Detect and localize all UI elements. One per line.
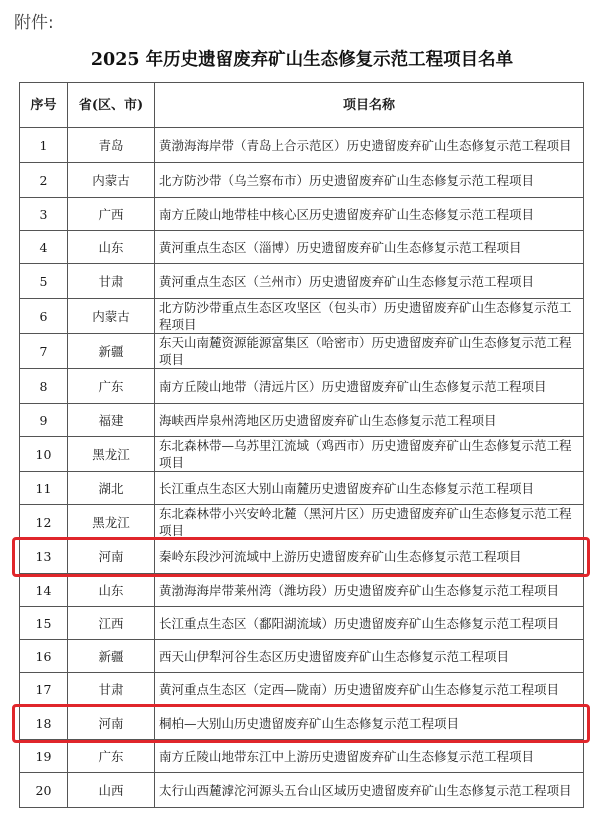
row-number: 19 xyxy=(20,740,68,773)
table-row xyxy=(20,404,584,437)
row-number: 3 xyxy=(20,198,68,231)
row-province: 湖北 xyxy=(68,472,155,505)
row-number: 20 xyxy=(20,773,68,808)
row-province: 黑龙江 xyxy=(68,437,155,472)
row-province: 新疆 xyxy=(68,334,155,369)
row-province: 福建 xyxy=(68,404,155,437)
table-row xyxy=(20,505,584,540)
row-project-name: 桐柏—大别山历史遗留废弃矿山生态修复示范工程项目 xyxy=(155,707,584,740)
row-number: 14 xyxy=(20,574,68,607)
row-number: 11 xyxy=(20,472,68,505)
table-row xyxy=(20,334,584,369)
row-province: 山东 xyxy=(68,574,155,607)
row-project-name: 黄渤海海岸带（青岛上合示范区）历史遗留废弃矿山生态修复示范工程项目 xyxy=(155,128,584,163)
table-row xyxy=(20,231,584,264)
row-province: 内蒙古 xyxy=(68,299,155,334)
table-row xyxy=(20,540,584,574)
row-project-name: 南方丘陵山地带（清远片区）历史遗留废弃矿山生态修复示范工程项目 xyxy=(155,369,584,404)
row-project-name: 南方丘陵山地带桂中核心区历史遗留废弃矿山生态修复示范工程项目 xyxy=(155,198,584,231)
row-province: 青岛 xyxy=(68,128,155,163)
row-number: 18 xyxy=(20,707,68,740)
row-number: 1 xyxy=(20,128,68,163)
table-row xyxy=(20,607,584,640)
row-project-name: 长江重点生态区（鄱阳湖流域）历史遗留废弃矿山生态修复示范工程项目 xyxy=(155,607,584,640)
row-province: 广东 xyxy=(68,369,155,404)
row-province: 江西 xyxy=(68,607,155,640)
row-number: 10 xyxy=(20,437,68,472)
row-project-name: 东北森林带小兴安岭北麓（黑河片区）历史遗留废弃矿山生态修复示范工程项目 xyxy=(155,505,584,540)
table-row xyxy=(20,640,584,673)
row-project-name: 黄河重点生态区（淄博）历史遗留废弃矿山生态修复示范工程项目 xyxy=(155,231,584,264)
table-header-row xyxy=(20,83,584,128)
table-row xyxy=(20,437,584,472)
row-number: 2 xyxy=(20,163,68,198)
row-number: 5 xyxy=(20,264,68,299)
attachment-label: 附件: xyxy=(14,13,54,33)
row-project-name: 海峡西岸泉州湾地区历史遗留废弃矿山生态修复示范工程项目 xyxy=(155,404,584,437)
row-province: 河南 xyxy=(68,540,155,574)
row-project-name: 秦岭东段沙河流域中上游历史遗留废弃矿山生态修复示范工程项目 xyxy=(155,540,584,574)
project-list-table xyxy=(19,82,584,808)
table-row xyxy=(20,773,584,808)
table-row xyxy=(20,707,584,740)
row-project-name: 太行山西麓滹沱河源头五台山区域历史遗留废弃矿山生态修复示范工程项目 xyxy=(155,773,584,808)
row-number: 16 xyxy=(20,640,68,673)
row-number: 6 xyxy=(20,299,68,334)
table-row xyxy=(20,163,584,198)
row-number: 12 xyxy=(20,505,68,540)
row-project-name: 黄河重点生态区（兰州市）历史遗留废弃矿山生态修复示范工程项目 xyxy=(155,264,584,299)
row-province: 内蒙古 xyxy=(68,163,155,198)
table-row xyxy=(20,472,584,505)
row-number: 9 xyxy=(20,404,68,437)
row-province: 黑龙江 xyxy=(68,505,155,540)
row-province: 甘肃 xyxy=(68,264,155,299)
row-number: 8 xyxy=(20,369,68,404)
row-project-name: 北方防沙带重点生态区攻坚区（包头市）历史遗留废弃矿山生态修复示范工程项目 xyxy=(155,299,584,334)
row-number: 7 xyxy=(20,334,68,369)
row-project-name: 南方丘陵山地带东江中上游历史遗留废弃矿山生态修复示范工程项目 xyxy=(155,740,584,773)
header-serial-number: 序号 xyxy=(20,83,68,128)
table-row xyxy=(20,198,584,231)
row-project-name: 北方防沙带（乌兰察布市）历史遗留废弃矿山生态修复示范工程项目 xyxy=(155,163,584,198)
header-project-name: 项目名称 xyxy=(155,83,584,128)
row-province: 山东 xyxy=(68,231,155,264)
row-province: 广西 xyxy=(68,198,155,231)
row-province: 新疆 xyxy=(68,640,155,673)
row-province: 河南 xyxy=(68,707,155,740)
row-number: 4 xyxy=(20,231,68,264)
row-project-name: 黄河重点生态区（定西—陇南）历史遗留废弃矿山生态修复示范工程项目 xyxy=(155,673,584,707)
row-project-name: 东天山南麓资源能源富集区（哈密市）历史遗留废弃矿山生态修复示范工程项目 xyxy=(155,334,584,369)
row-project-name: 黄渤海海岸带莱州湾（潍坊段）历史遗留废弃矿山生态修复示范工程项目 xyxy=(155,574,584,607)
header-province: 省(区、市) xyxy=(68,83,155,128)
row-number: 13 xyxy=(20,540,68,574)
row-province: 甘肃 xyxy=(68,673,155,707)
row-number: 15 xyxy=(20,607,68,640)
table-row xyxy=(20,574,584,607)
row-project-name: 长江重点生态区大别山南麓历史遗留废弃矿山生态修复示范工程项目 xyxy=(155,472,584,505)
document-title: 2025 年历史遗留废弃矿山生态修复示范工程项目名单 xyxy=(90,50,514,70)
row-project-name: 西天山伊犁河谷生态区历史遗留废弃矿山生态修复示范工程项目 xyxy=(155,640,584,673)
table-row xyxy=(20,369,584,404)
table-row xyxy=(20,299,584,334)
table-row xyxy=(20,128,584,163)
table-row xyxy=(20,264,584,299)
row-project-name: 东北森林带—乌苏里江流域（鸡西市）历史遗留废弃矿山生态修复示范工程项目 xyxy=(155,437,584,472)
table-row xyxy=(20,740,584,773)
row-number: 17 xyxy=(20,673,68,707)
row-province: 广东 xyxy=(68,740,155,773)
table-row xyxy=(20,673,584,707)
row-province: 山西 xyxy=(68,773,155,808)
